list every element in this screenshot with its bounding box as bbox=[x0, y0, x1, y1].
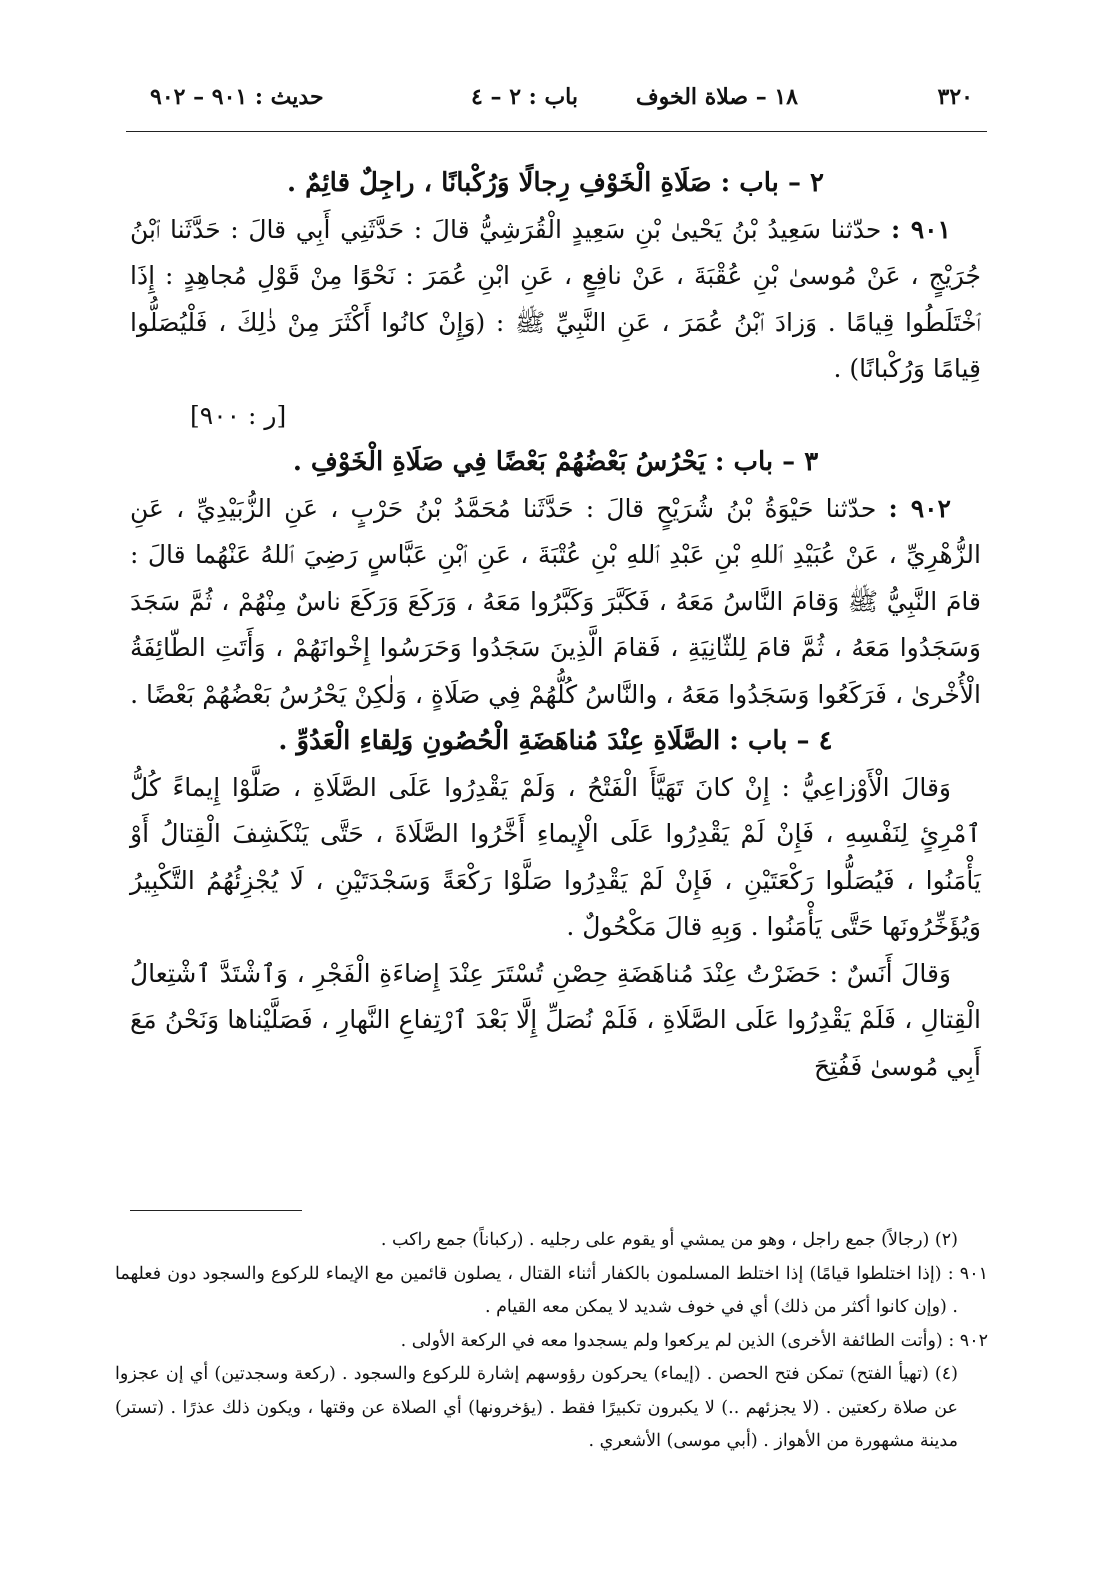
running-header bbox=[150, 84, 973, 118]
page-number: ٣٢٠ bbox=[937, 84, 973, 110]
footnote-2: (٢) (رجالاً) جمع راجل ، وهو من يمشي أو يقوم على رجليه . (ركباناً) جمع راكب . bbox=[380, 1230, 958, 1250]
hadith-902-text: حدّثنا حَيْوَةُ بْنُ شُرَيْحٍ قالَ : حَدَّثَنا مُحَمَّدُ بْنُ حَرْبٍ ، عَنِ الزُّبَيْدِيِّ ، عَنِ الزُّهْرِيِّ ، عَنْ عُبَيْدِ ٱللهِ بْنِ عَبْدِ ٱللهِ بْنِ عُتْبَةَ ، عَنِ ٱبْنِ عَبَّاسٍ رَضِيَ ٱللهُ عَنْهُما قالَ : قامَ النَّبِيُّ ﷺ وَقامَ النَّاسُ مَعَهُ ، فَكَبَّرَ وَكَبَّرُوا مَعَهُ ، وَرَكَعَ وَرَكَعَ ناسٌ مِنْهُمْ ، ثُمَّ سَجَدَ وَسَجَدُوا مَعَهُ ، ثُمَّ قامَ لِلثّانِيَةِ ، فَقامَ الَّذِينَ سَجَدُوا وَحَرَسُوا إِخْوانَهُمْ ، وَأَتَتِ الطّائِفَةُ الْأُخْرىٰ ، فَرَكَعُوا وَسَجَدُوا مَعَهُ ، والنَّاسُ كُلُّهُمْ فِي صَلَاةٍ ، وَلٰكِنْ يَحْرُسُ بَعْضُهُمْ بَعْضًا . bbox=[130, 493, 981, 709]
header-divider bbox=[126, 131, 987, 132]
footnote-901: ٩٠١ : (إذا اختلطوا قيامًا) إذا اختلط المسلمون بالكفار أثناء القتال ، يصلون قائمين مع الإيماء للركوع والسجود دون فعلهما . (وإن كانوا أكثر من ذلك) أي في خوف شديد لا يمكن معه القيام . bbox=[115, 1263, 988, 1317]
hadith-range: حديث : ٩٠١ – ٩٠٢ bbox=[150, 84, 324, 110]
footnote-4: (٤) (تهيأ الفتح) تمكن فتح الحصن . (إيماء) يحركون رؤوسهم إشارة للركوع والسجود . (ركعة وسجدتين) أي إن عجزوا عن صلاة ركعتين . (لا يجزئهم ..) لا يكبرون تكبيرًا فقط . (يؤخرونها) أي الصلاة عن وقتها ، ويكون ذلك عذرًا . (تستر) مدينة مشهورة من الأهواز . (أبي موسى) الأشعري . bbox=[115, 1364, 958, 1451]
hadith-901-number: ٩٠١ : bbox=[891, 214, 951, 244]
bab-3-heading: ٣ – باب : يَحْرُسُ بَعْضُهُمْ بَعْضًا فِي صَلَاةِ الْخَوْفِ . bbox=[292, 447, 819, 477]
hadith-901 bbox=[130, 207, 981, 393]
bab-2-heading: ٢ – باب : صَلَاةِ الْخَوْفِ رِجالًا وَرُكْبانًا ، راجِلٌ قائِمٌ . bbox=[287, 168, 824, 198]
anas-paragraph: وَقالَ أَنَسٌ : حَضَرْتُ عِنْدَ مُناهَضَةِ حِصْنِ تُسْتَرَ عِنْدَ إِضاءَةِ الْفَجْرِ ، وَٱشْتَدَّ ٱشْتِعالُ الْقِتالِ ، فَلَمْ يَقْدِرُوا عَلَى الصَّلَاةِ ، فَلَمْ نُصَلِّ إِلَّا بَعْدَ ٱرْتِفاعِ النَّهارِ ، فَصَلَّيْناها وَنَحْنُ مَعَ أَبِي مُوسىٰ فَفُتِحَ bbox=[130, 958, 981, 1081]
bab-range: باب : ٢ – ٤ bbox=[471, 84, 578, 110]
footnotes bbox=[115, 1224, 988, 1459]
footnote-902: ٩٠٢ : (وأتت الطائفة الأخرى) الذين لم يركعوا ولم يسجدوا معه في الركعة الأولى . bbox=[400, 1330, 988, 1351]
hadith-901-text: حدّثنا سَعِيدُ بْنُ يَحْيىٰ بْنِ سَعِيدٍ الْقُرَشِيُّ قالَ : حَدَّثَنِي أَبِي قالَ : حَدَّثَنا ٱبْنُ جُرَيْجٍ ، عَنْ مُوسىٰ بْنِ عُقْبَةَ ، عَنْ نافِعٍ ، عَنِ ابْنِ عُمَرَ : نَحْوًا مِنْ قَوْلِ مُجاهِدٍ : إِذَا ٱخْتَلَطُوا قِيامًا . وَزادَ ٱبْنُ عُمَرَ ، عَنِ النَّبِيِّ ﷺ : (وَإِنْ كانُوا أَكْثَرَ مِنْ ذٰلِكَ ، فَلْيُصَلُّوا قِيامًا وَرُكْبانًا) . bbox=[130, 214, 981, 383]
bab-4-heading: ٤ – باب : الصَّلَاةِ عِنْدَ مُناهَضَةِ الْحُصُونِ وَلِقاءِ الْعَدُوِّ . bbox=[278, 726, 833, 756]
hadith-902 bbox=[130, 486, 981, 719]
hadith-902-number: ٩٠٢ : bbox=[888, 493, 951, 523]
footnote-divider bbox=[130, 1210, 302, 1211]
chapter-title: ١٨ – صلاة الخوف bbox=[635, 84, 798, 110]
main-text bbox=[130, 160, 981, 1090]
awzai-paragraph: وَقالَ الْأَوْزاعِيُّ : إِنْ كانَ تَهَيَّأَ الْفَتْحُ ، وَلَمْ يَقْدِرُوا عَلَى الصَّلَاةِ ، صَلَّوْا إِيماءً كُلُّ ٱمْرِئٍ لِنَفْسِهِ ، فَإِنْ لَمْ يَقْدِرُوا عَلَى الْإِيماءِ أَخَّرُوا الصَّلَاةَ ، حَتَّى يَنْكَشِفَ الْقِتالُ أَوْ يَأْمَنُوا ، فَيُصَلُّوا رَكْعَتَيْنِ ، فَإِنْ لَمْ يَقْدِرُوا صَلَّوْا رَكْعَةً وَسَجْدَتَيْنِ ، لَا يُجْزِئُهُمُ التَّكْبِيرُ وَيُؤَخِّرُونَها حَتَّى يَأْمَنُوا . وَبِهِ قالَ مَكْحُولٌ . bbox=[130, 772, 981, 941]
cross-reference: [ر : ٩٠٠] bbox=[190, 400, 287, 430]
